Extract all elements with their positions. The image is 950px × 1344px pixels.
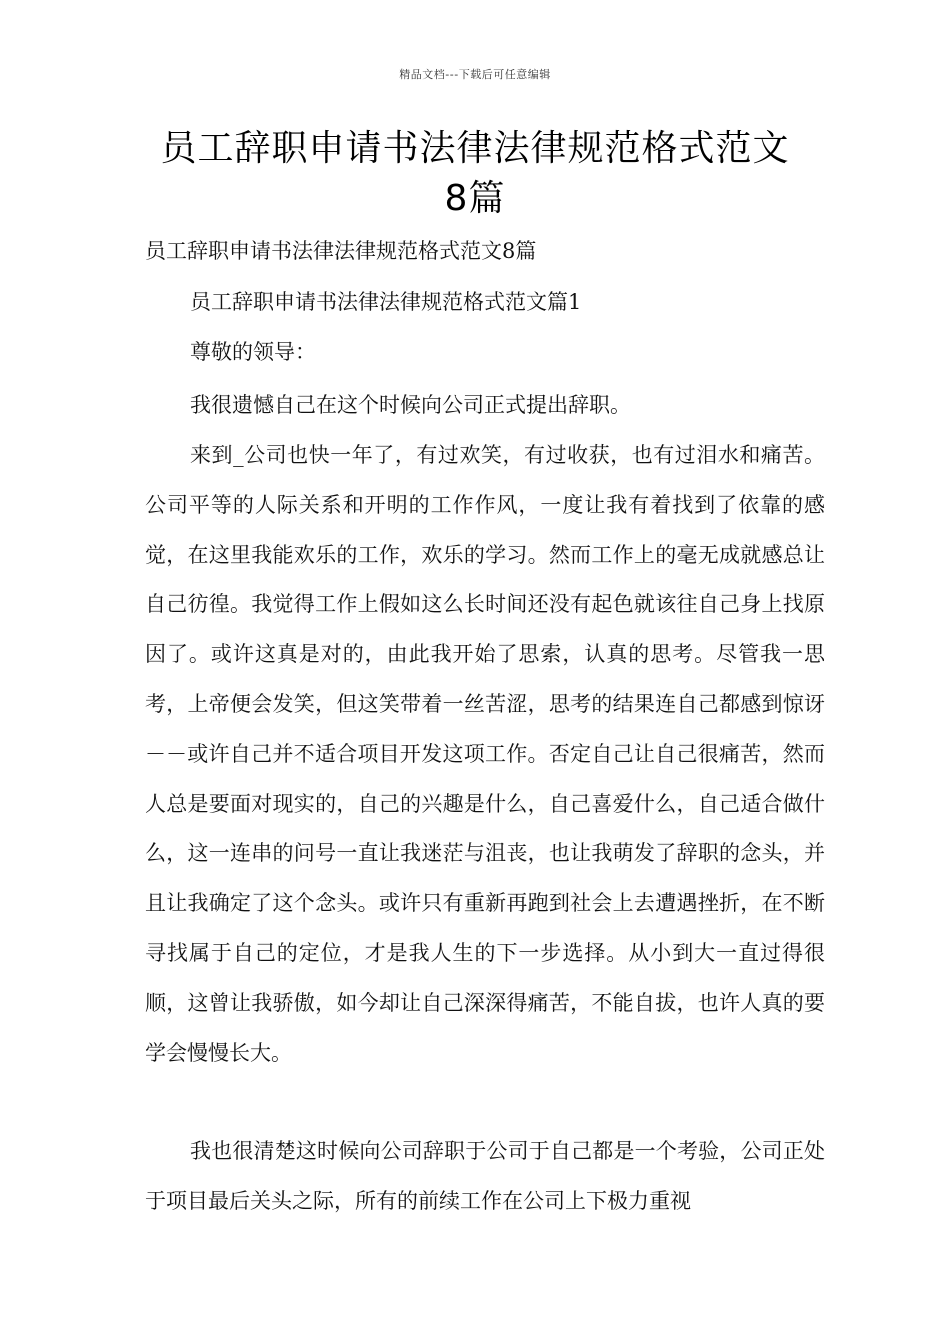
document-title <box>120 124 830 224</box>
paragraph-3: 我也很清楚这时候向公司辞职于公司于自己都是一个考验，公司正处于项目最后关头之际，所有的前续工作在公司上下极力重视 <box>145 1139 825 1213</box>
salutation: 尊敬的领导： <box>190 340 316 364</box>
title-line-1: 员工辞职申请书法律法律规范格式范文 <box>160 128 790 169</box>
paragraph-2: 来到_公司也快一年了，有过欢笑，有过收获，也有过泪水和痛苦。公司平等的人际关系和开明的工作作风，一度让我有着找到了依靠的感觉，在这里我能欢乐的工作，欢乐的学习。然而工作上的毫无成就感总让自己彷徨。我觉得工作上假如这么长时间还没有起色就该往自己身上找原因了。或许这真是对的，由此我开始了思索，认真的思考。尽管我一思考，上帝便会发笑，但这笑带着一丝苦涩，思考的结果连自己都感到惊讶－－或许自己并不适合项目开发这项工作。否定自己让自己很痛苦，然而人总是要面对现实的，自己的兴趣是什么，自己喜爱什么，自己适合做什么，这一连串的问号一直让我迷茫与沮丧，也让我萌发了辞职的念头，并且让我确定了这个念头。或许只有重新再跑到社会上去遭遇挫折，在不断寻找属于自己的定位，才是我人生的下一步选择。从小到大一直过得很顺，这曾让我骄傲，如今却让自己深深得痛苦，不能自拔，也许人真的要学会慢慢长大。 <box>145 443 825 1065</box>
title-line-2: 8篇 <box>444 178 506 219</box>
section-heading: 员工辞职申请书法律法律规范格式范文篇1 <box>190 290 582 314</box>
header-note: 精品文档---下载后可任意编辑 <box>399 68 551 81</box>
subtitle: 员工辞职申请书法律法律规范格式范文8篇 <box>145 239 537 263</box>
paragraph-1: 我很遗憾自己在这个时候向公司正式提出辞职。 <box>190 393 631 417</box>
